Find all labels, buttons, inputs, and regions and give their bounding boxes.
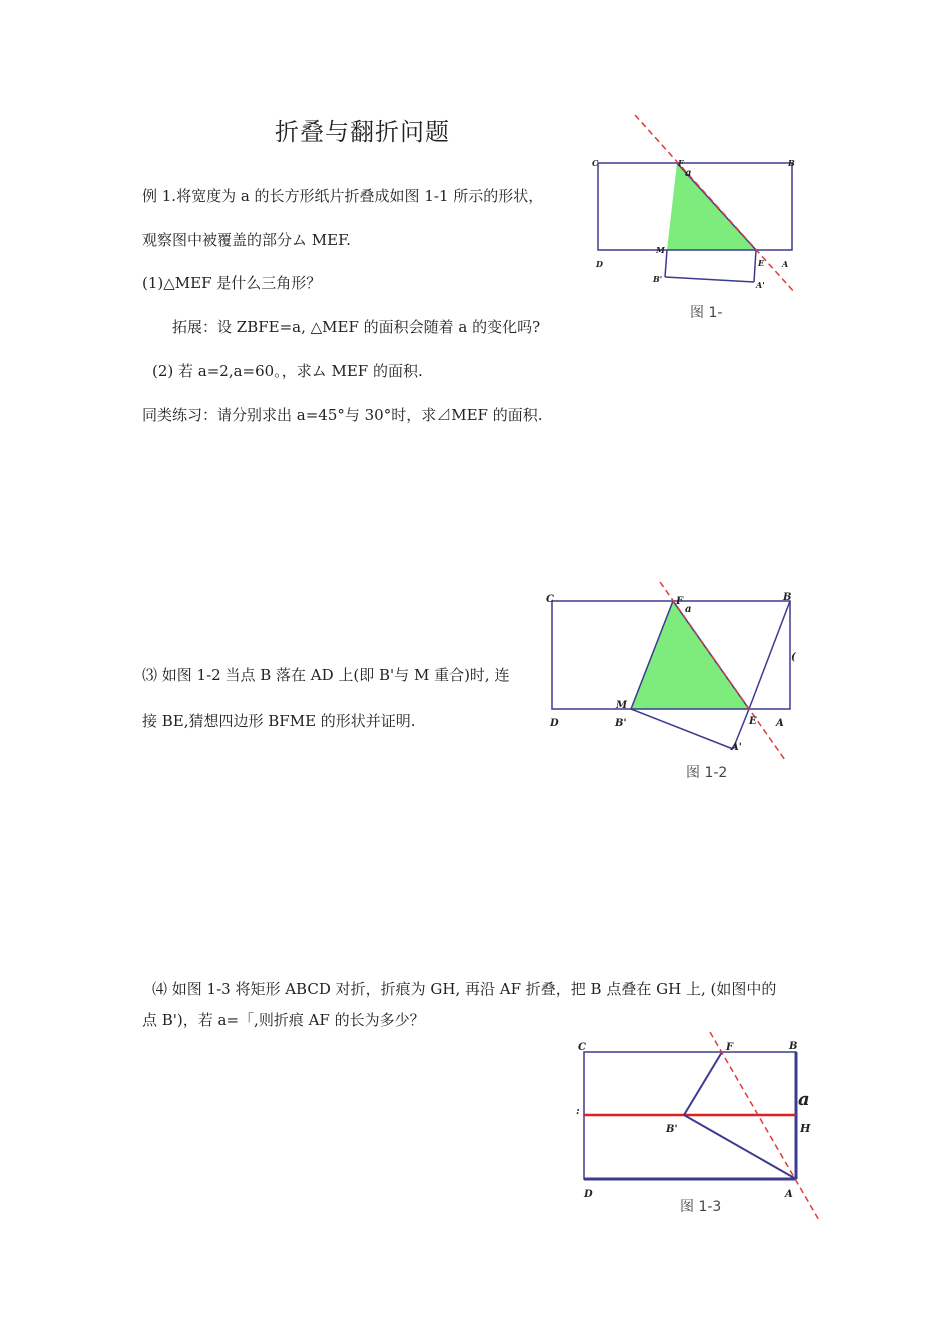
label-b: B <box>788 158 795 168</box>
label-d: D <box>596 259 603 269</box>
label-a-length: a <box>798 1089 810 1110</box>
question-2: (2) 若 a=2,a=60。，求ム MEF 的面积. <box>152 362 423 380</box>
label-a: A <box>776 718 784 729</box>
triangle-mef-fill <box>631 601 749 709</box>
label-f: F <box>678 158 684 168</box>
figure-1-2 <box>545 580 805 780</box>
question-1: (1)△MEF 是什么三角形？ <box>142 274 322 292</box>
folded-edge-m-a1 <box>631 709 733 749</box>
figure-1-1 <box>590 110 800 310</box>
label-b-prime: B' <box>615 718 627 729</box>
label-a-prime: A' <box>756 280 765 290</box>
label-b-prime: B' <box>653 274 663 284</box>
label-a: A <box>785 1189 793 1200</box>
label-c: C <box>546 594 554 605</box>
example-intro-line-2: 观察图中被覆盖的部分ム MEF. <box>142 231 351 249</box>
label-m: M <box>656 245 665 255</box>
label-alpha: a <box>685 604 692 615</box>
page-title: 折叠与翻折问题 <box>275 118 450 146</box>
label-c: C <box>578 1042 586 1053</box>
label-b: B <box>783 592 792 603</box>
label-f: F <box>676 596 684 607</box>
question-4-line-2: 点 B')，若 a=「,则折痕 AF 的长为多少？ <box>142 1011 425 1029</box>
edge-f-b-prime <box>684 1052 722 1115</box>
label-alpha: a <box>685 168 692 179</box>
similar-practice: 同类练习：请分别求出 a=45°与 30°时，求⊿MEF 的面积. <box>142 406 543 424</box>
triangle-mef-fill <box>667 163 756 250</box>
folded-edge-a1-e <box>754 250 756 282</box>
question-4-line-1: ⑷ 如图 1-3 将矩形 ABCD 对折，折痕为 GH, 再沿 AF 折叠，把 B 点叠在 GH 上, (如图中的 <box>152 980 777 998</box>
label-h: H <box>800 1122 811 1135</box>
edge-b-e <box>749 601 790 709</box>
label-d: D <box>584 1189 593 1200</box>
label-b: B <box>789 1041 798 1052</box>
figure-1-3-caption: 图 1-3 <box>680 1199 722 1215</box>
question-3-line-1: ⑶ 如图 1-2 当点 B 落在 AD 上(即 B'与 M 重合)时, 连 <box>142 666 510 684</box>
question-3-line-2: 接 BE,猜想四边形 BFME 的形状并证明. <box>142 712 416 730</box>
edge-b-prime-a <box>684 1115 796 1179</box>
folded-edge-b1-a1 <box>665 277 754 282</box>
figure-1-1-caption: 图 1- <box>690 305 723 321</box>
label-m: M <box>616 700 628 711</box>
label-e: E <box>749 716 757 727</box>
folded-edge-m-b1 <box>665 250 667 277</box>
label-f: F <box>726 1042 734 1053</box>
label-a-prime: A' <box>731 742 742 753</box>
label-c: C <box>592 158 599 168</box>
label-e: E <box>758 258 765 268</box>
example-intro-line-1: 例 1.将宽度为 a 的长方形纸片折叠成如图 1-1 所示的形状， <box>142 187 544 205</box>
label-g: : <box>576 1106 580 1117</box>
figure-1-2-caption: 图 1-2 <box>686 765 728 781</box>
label-a: A <box>782 259 789 269</box>
label-side: ( <box>791 652 796 663</box>
extension-question: 拓展：设 ZBFE=a, △MEF 的面积会随着 a 的变化吗? <box>172 318 541 336</box>
label-d: D <box>550 718 559 729</box>
label-b-prime: B' <box>666 1124 678 1135</box>
